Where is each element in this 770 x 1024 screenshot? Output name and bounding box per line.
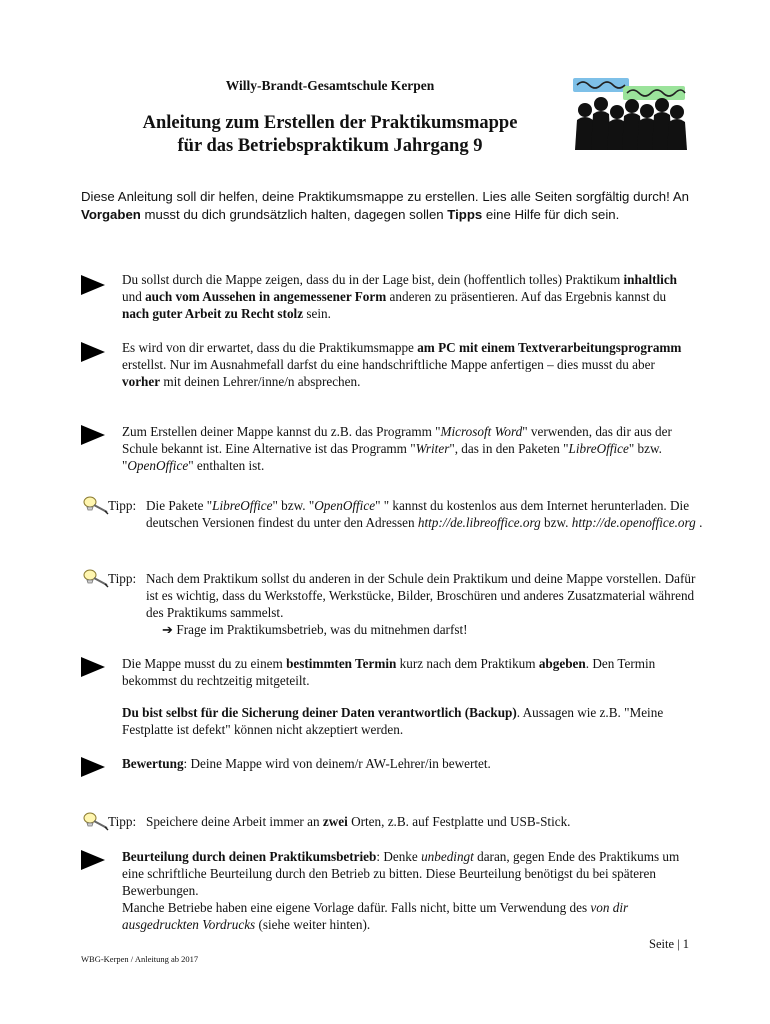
bullet-arrow-icon — [81, 425, 105, 445]
intro-paragraph: Diese Anleitung soll dir helfen, deine Praktikumsmappe zu erstellen. Lies alle Seiten sorgfältig durch! An Vorgaben musst du dich grundsätzlich halten, dagegen sollen Tipps eine Hilfe für dich sein. — [81, 189, 689, 222]
page-number: Seite | 1 — [649, 937, 689, 951]
tip-text: Nach dem Praktikum sollst du anderen in der Schule dein Praktikum und deine Mappe vorstellen. Dafür ist es wichtig, dass du Werkstoffe, Werkstücke, Bilder, Broschüren und anderes Zusatzmaterial während des Praktikums sammelst. ➔ Frage im Praktikumsbetrieb, was du mitnehmen darfst! — [146, 571, 696, 637]
requirement-text: Die Mappe musst du zu einem bestimmten Termin kurz nach dem Praktikum abgeben. Den Termin bekommst du rechtzeitig mitgeteilt. Du bist selbst für die Sicherung deiner Daten verantwortlich (Backup). Aussagen wie z.B. "Meine Festplatte ist defekt" können nicht akzeptiert werden. — [122, 656, 664, 737]
bullet-arrow-icon — [81, 342, 105, 362]
school-logo-icon — [571, 76, 689, 150]
title-line-2: für das Betriebspraktikum Jahrgang 9 — [177, 136, 483, 156]
tip-label: Tipp: — [108, 814, 137, 829]
page-title — [0, 112, 660, 158]
requirement-text: Zum Erstellen deiner Mappe kannst du z.B. das Programm "Microsoft Word" verwenden, das dir aus der Schule bekannt ist. Eine Alternative ist das Programm "Writer", das in den Paketen "LibreOffice" bzw. "OpenOffice" enthalten ist. — [122, 424, 672, 473]
footer-text: WBG-Kerpen / Anleitung ab 2017 — [81, 954, 199, 964]
requirement-text: Bewertung: Deine Mappe wird von deinem/r AW-Lehrer/in bewertet. — [122, 756, 491, 771]
requirement-text: Es wird von dir erwartet, dass du die Praktikumsmappe am PC mit einem Textverarbeitungsprogramm erstellst. Nur im Ausnahmefall darfst du eine handschriftliche Mappe anfertigen – dies musst du aber vorher mit deinen Lehrer/inne/n absprechen. — [122, 340, 682, 389]
tip-label: Tipp: — [108, 498, 137, 513]
tip-text: Speichere deine Arbeit immer an zwei Orten, z.B. auf Festplatte und USB-Stick. — [146, 814, 571, 829]
lightbulb-pen-icon — [81, 811, 109, 831]
bullet-arrow-icon — [81, 275, 105, 295]
requirement-text: Beurteilung durch deinen Praktikumsbetrieb: Denke unbedingt daran, gegen Ende des Praktikums um eine schriftliche Beurteilung durch den Betrieb zu bitten. Diese Beurteilung benötigst du bei späteren Bewerbungen. Manche Betriebe haben eine eigene Vorlage dafür. Falls nicht, bitte um Verwendung des von dir ausgedruckten Vordrucks (siehe weiter hinten). — [122, 849, 680, 932]
tip-text: Die Pakete "LibreOffice" bzw. "OpenOffice" " kannst du kostenlos aus dem Internet herunterladen. Die deutschen Versionen findest du unter den Adressen http://de.libreoffice.org bzw. http://de.openoffice.org . — [146, 498, 703, 530]
arrow-right-icon: ➔ — [162, 622, 174, 637]
bullet-arrow-icon — [81, 757, 105, 777]
title-line-1: Anleitung zum Erstellen der Praktikumsmappe — [142, 113, 518, 133]
school-name: Willy-Brandt-Gesamtschule Kerpen — [225, 78, 435, 93]
requirement-text: Du sollst durch die Mappe zeigen, dass du in der Lage bist, dein (hoffentlich tolles) Praktikum inhaltlich und auch vom Aussehen in angemessener Form anderen zu präsentieren. Auf das Ergebnis kannst du nach guter Arbeit zu Recht stolz sein. — [122, 272, 678, 321]
bullet-arrow-icon — [81, 657, 105, 677]
lightbulb-pen-icon — [81, 568, 109, 588]
tip-label: Tipp: — [108, 571, 137, 586]
lightbulb-pen-icon — [81, 495, 109, 515]
bullet-arrow-icon — [81, 850, 105, 870]
